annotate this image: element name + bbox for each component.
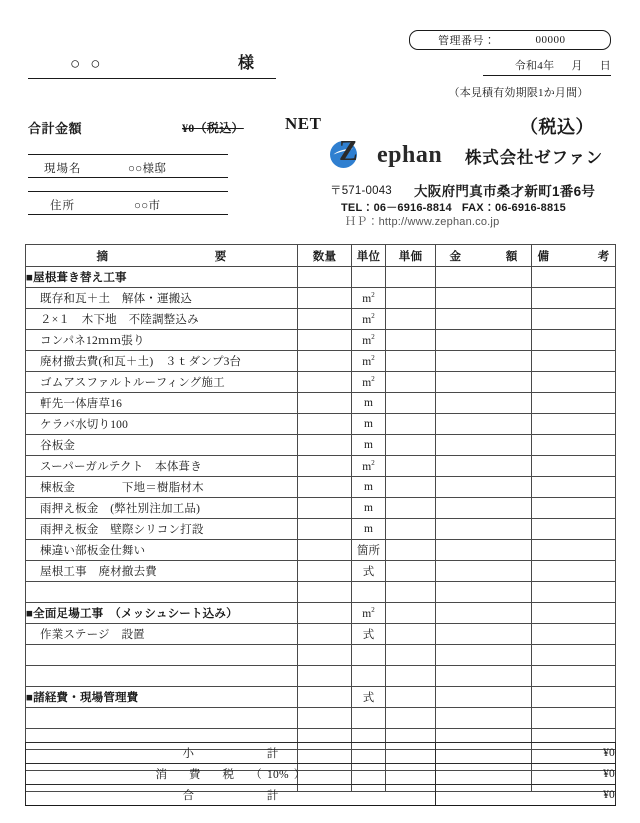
totals-label: 消 費 税 （10%） [26,764,436,785]
cell-description[interactable]: ケラバ水切り100 [26,414,298,435]
logo-letter-z: Z [339,136,358,167]
cell-unit[interactable]: 箇所 [352,540,386,561]
table-row[interactable] [26,582,616,603]
cell-description[interactable] [26,582,298,603]
cell-note[interactable] [532,498,616,519]
table-row[interactable] [26,666,616,687]
cell-description[interactable]: ■全面足場工事 （メッシュシート込み） [26,603,298,624]
site-name-value: ○○様邸 [128,163,167,175]
cell-unit[interactable]: m [352,498,386,519]
customer-name-placeholder: ○○ [70,54,111,73]
cell-unitprice[interactable] [386,687,436,708]
control-number-label: 管理番号： [438,35,496,47]
cell-quantity[interactable] [298,540,352,561]
cell-description[interactable]: 雨押え板金 壁際シリコン打設 [26,519,298,540]
company-homepage-line [345,213,499,229]
cell-note[interactable] [532,582,616,603]
cell-unit[interactable]: $m^2$ [352,456,386,477]
totals-row [26,785,616,806]
cell-amount[interactable] [436,477,532,498]
validity-note: （本見積有効期限1か月間） [448,87,589,99]
address-label: 住所 [50,200,75,212]
cell-amount[interactable] [436,435,532,456]
cell-amount[interactable] [436,645,532,666]
cell-amount[interactable] [436,456,532,477]
cell-unitprice[interactable] [386,603,436,624]
cell-unit[interactable]: $m^2$ [352,372,386,393]
cell-amount[interactable] [436,582,532,603]
column-header-description: 摘要 [26,245,298,267]
cell-description[interactable]: ２×１ 木下地 不陸調整込み [26,309,298,330]
cell-unit[interactable] [352,645,386,666]
cell-note[interactable] [532,393,616,414]
cell-unitprice[interactable] [386,666,436,687]
total-amount-value: ¥0（税込） [182,121,244,135]
cell-note[interactable] [532,435,616,456]
cell-unitprice[interactable] [386,288,436,309]
cell-description[interactable]: ■屋根葺き替え工事 [26,267,298,288]
cell-note[interactable] [532,603,616,624]
table-row[interactable] [26,624,616,645]
totals-row [26,764,616,785]
cell-unitprice[interactable] [386,309,436,330]
cell-quantity[interactable] [298,288,352,309]
cell-note[interactable] [532,267,616,288]
company-name: 株式会社ゼファン [465,149,604,167]
cell-amount[interactable] [436,603,532,624]
cell-unitprice[interactable] [386,330,436,351]
table-body [26,267,616,792]
column-header-amount: 金額 [436,245,532,267]
cell-unitprice[interactable] [386,519,436,540]
table-row[interactable] [26,330,616,351]
tel-number: 06－6916-8814 [373,202,452,214]
cell-note[interactable] [532,309,616,330]
company-logo [330,136,443,168]
cell-unit[interactable]: m [352,519,386,540]
totals-row [26,743,616,764]
address-value: ○○市 [134,200,161,212]
cell-description[interactable] [26,645,298,666]
cell-unitprice[interactable] [386,372,436,393]
tax-included-label: （税込） [520,117,594,137]
cell-note[interactable] [532,288,616,309]
cell-amount[interactable] [436,540,532,561]
customer-honorific: 様 [238,55,255,72]
table-row[interactable] [26,687,616,708]
cell-unit[interactable]: $m^2$ [352,288,386,309]
table-row[interactable] [26,519,616,540]
cell-note[interactable] [532,414,616,435]
cell-note[interactable] [532,330,616,351]
cell-unitprice[interactable] [386,540,436,561]
cell-note[interactable] [532,561,616,582]
totals-value: ¥0 [436,743,616,764]
control-number-value: 00000 [535,34,566,46]
cell-description[interactable]: 棟板金 下地＝樹脂材木 [26,477,298,498]
table-row[interactable] [26,414,616,435]
cell-note[interactable] [532,477,616,498]
era-name: 令和 [514,60,538,72]
cell-amount[interactable] [436,561,532,582]
table-header-row [26,245,616,267]
column-header-note: 備考 [532,245,616,267]
cell-amount[interactable] [436,393,532,414]
cell-description[interactable]: スーパーガルテクト 本体葺き [26,456,298,477]
fax-label: FAX： [461,202,496,214]
total-amount-label: 合計金額 [28,121,83,136]
cell-unitprice[interactable] [386,267,436,288]
cell-description[interactable]: 作業ステージ 設置 [26,624,298,645]
issue-date-line [483,57,611,76]
cell-note[interactable] [532,708,616,729]
totals-value: ¥0 [436,764,616,785]
cell-quantity[interactable] [298,561,352,582]
column-header-unitprice: 単価 [386,245,436,267]
cell-amount[interactable] [436,288,532,309]
era-year: 4年 [537,60,555,72]
cell-description[interactable]: コンパネ12ｍｍ張り [26,330,298,351]
company-zip: 〒571-0043 [330,185,392,197]
cell-note[interactable] [532,456,616,477]
cell-note[interactable] [532,624,616,645]
cell-unit[interactable]: $m^2$ [352,309,386,330]
cell-quantity[interactable] [298,456,352,477]
cell-quantity[interactable] [298,330,352,351]
cell-unit[interactable]: 式 [352,561,386,582]
cell-amount[interactable] [436,708,532,729]
site-name-label: 現場名 [44,163,82,175]
column-header-quantity: 数量 [298,245,352,267]
table-row[interactable] [26,498,616,519]
cell-unit[interactable] [352,582,386,603]
table-row[interactable] [26,561,616,582]
cell-unitprice[interactable] [386,351,436,372]
totals-table [25,742,616,806]
totals-value: ¥0 [436,785,616,806]
cell-unitprice[interactable] [386,414,436,435]
table-row[interactable] [26,372,616,393]
cell-quantity[interactable] [298,687,352,708]
cell-note[interactable] [532,666,616,687]
cell-quantity[interactable] [298,519,352,540]
table-row[interactable] [26,288,616,309]
cell-amount[interactable] [436,498,532,519]
cell-unit[interactable]: 式 [352,624,386,645]
cell-unit[interactable]: $m^2$ [352,351,386,372]
cell-amount[interactable] [436,414,532,435]
cell-note[interactable] [532,351,616,372]
cell-unitprice[interactable] [386,645,436,666]
cell-description[interactable]: ■諸経費・現場管理費 [26,687,298,708]
cell-unitprice[interactable] [386,708,436,729]
cell-unitprice[interactable] [386,393,436,414]
cell-description[interactable]: 屋根工事 廃材撤去費 [26,561,298,582]
cell-description[interactable]: 谷板金 [26,435,298,456]
cell-unitprice[interactable] [386,456,436,477]
cell-quantity[interactable] [298,582,352,603]
cell-amount[interactable] [436,687,532,708]
cell-unit[interactable] [352,267,386,288]
table-row[interactable] [26,393,616,414]
tel-label: TEL： [341,202,374,214]
cell-amount[interactable] [436,372,532,393]
company-address: 大阪府門真市桑才新町1番6号 [414,184,596,199]
cell-unit[interactable] [352,666,386,687]
table-row[interactable] [26,351,616,372]
cell-note[interactable] [532,372,616,393]
cell-unit[interactable]: 式 [352,687,386,708]
table-row[interactable] [26,309,616,330]
logo-wordmark: ephan [377,141,443,168]
cell-quantity[interactable] [298,393,352,414]
cell-amount[interactable] [436,309,532,330]
table-row[interactable] [26,435,616,456]
cell-unitprice[interactable] [386,561,436,582]
cell-amount[interactable] [436,666,532,687]
cell-amount[interactable] [436,519,532,540]
cell-description[interactable] [26,666,298,687]
cell-quantity[interactable] [298,267,352,288]
cell-unit[interactable]: $m^2$ [352,603,386,624]
cell-quantity[interactable] [298,435,352,456]
cell-amount[interactable] [436,330,532,351]
totals-label: 合 計 [26,785,436,806]
estimate-items-table [25,244,616,792]
cell-description[interactable] [26,708,298,729]
cell-amount[interactable] [436,267,532,288]
cell-unit[interactable]: m [352,414,386,435]
cell-description[interactable]: 既存和瓦＋土 解体・運搬込 [26,288,298,309]
cell-quantity[interactable] [298,351,352,372]
table-row[interactable] [26,267,616,288]
cell-description[interactable]: ゴムアスファルトルーフィング施工 [26,372,298,393]
cell-quantity[interactable] [298,624,352,645]
cell-quantity[interactable] [298,477,352,498]
hp-url: http://www.zephan.co.jp [378,216,500,228]
table-row[interactable] [26,708,616,729]
month-label: 月 [571,60,583,72]
cell-description[interactable]: 棟違い部板金仕舞い [26,540,298,561]
cell-unit[interactable]: m [352,477,386,498]
cell-quantity[interactable] [298,645,352,666]
table-row[interactable] [26,477,616,498]
cell-unitprice[interactable] [386,477,436,498]
cell-amount[interactable] [436,624,532,645]
cell-description[interactable]: 軒先一体唐草16 [26,393,298,414]
cell-unit[interactable]: m [352,393,386,414]
table-row[interactable] [26,603,616,624]
cell-note[interactable] [532,687,616,708]
totals-label: 小 計 [26,743,436,764]
day-label: 日 [599,60,611,72]
cell-note[interactable] [532,645,616,666]
table-row[interactable] [26,645,616,666]
cell-unit[interactable] [352,708,386,729]
cell-unit[interactable]: m [352,435,386,456]
cell-quantity[interactable] [298,603,352,624]
cell-unitprice[interactable] [386,498,436,519]
cell-quantity[interactable] [298,414,352,435]
table-row[interactable] [26,456,616,477]
cell-unitprice[interactable] [386,582,436,603]
cell-unitprice[interactable] [386,624,436,645]
totals-body [26,743,616,806]
table-row[interactable] [26,540,616,561]
cell-quantity[interactable] [298,666,352,687]
cell-amount[interactable] [436,351,532,372]
net-label: NET [285,114,322,133]
cell-unitprice[interactable] [386,435,436,456]
cell-quantity[interactable] [298,708,352,729]
cell-unit[interactable]: $m^2$ [352,330,386,351]
cell-description[interactable]: 廃材撤去費(和瓦＋土) ３ｔダンプ3台 [26,351,298,372]
cell-quantity[interactable] [298,372,352,393]
hp-label: ＨＰ： [345,216,379,228]
cell-description[interactable]: 雨押え板金 (弊社別注加工品) [26,498,298,519]
cell-quantity[interactable] [298,498,352,519]
cell-note[interactable] [532,540,616,561]
fax-number: 06-6916-8815 [495,202,566,214]
cell-note[interactable] [532,519,616,540]
control-number-box [409,30,611,50]
cell-quantity[interactable] [298,309,352,330]
column-header-unit: 単位 [352,245,386,267]
